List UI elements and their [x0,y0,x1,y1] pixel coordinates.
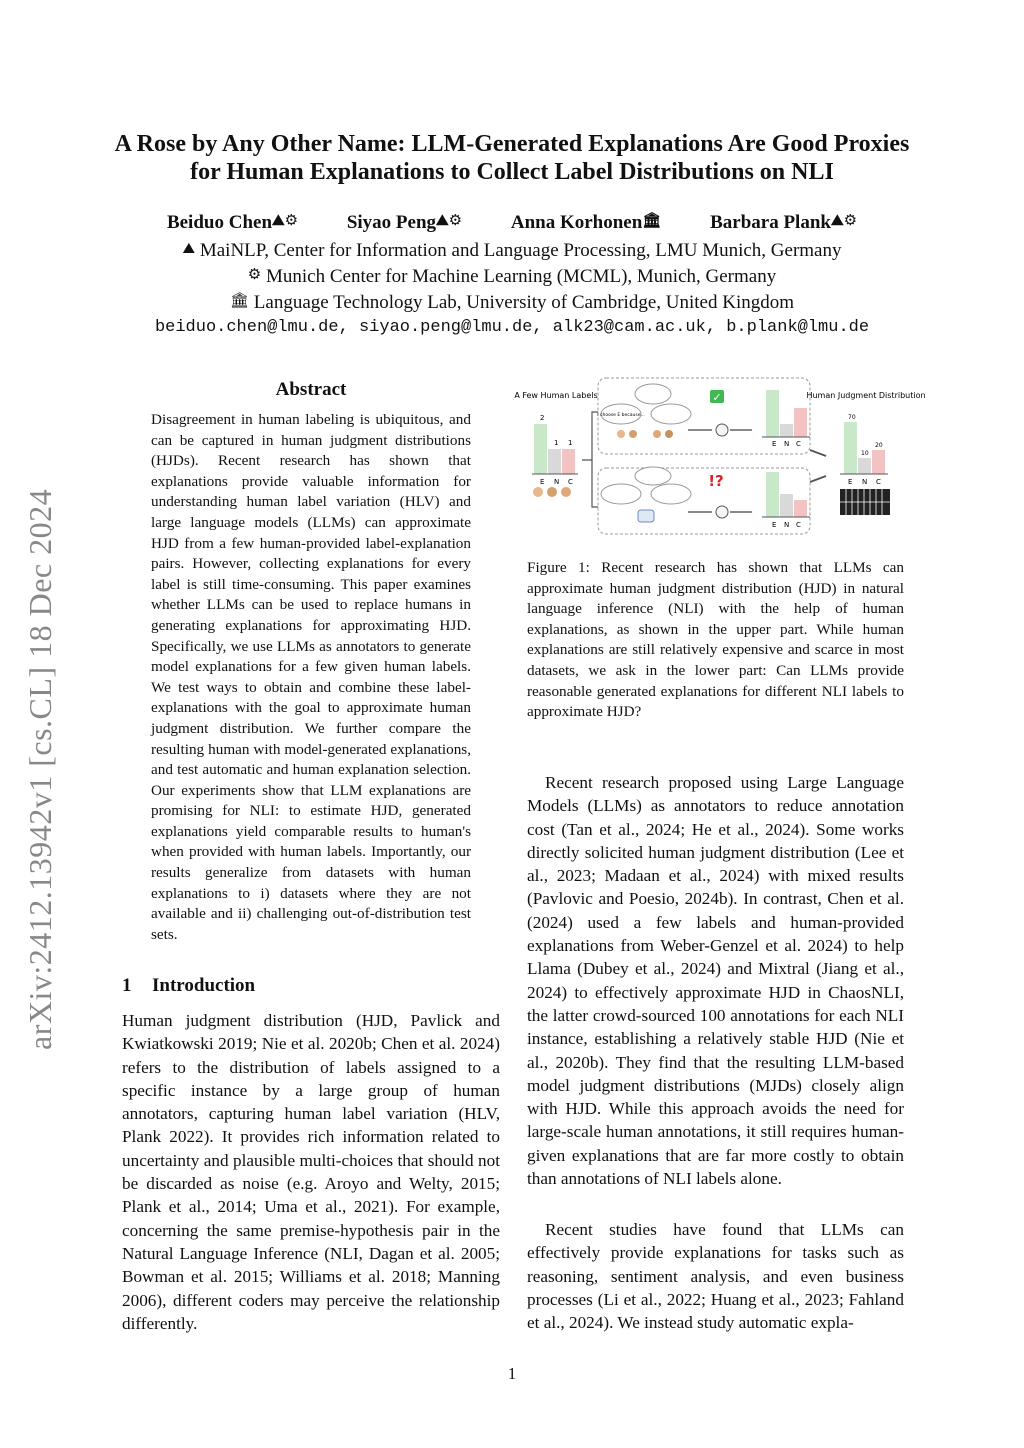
bar [858,458,871,474]
axis-label: C [796,521,801,529]
author-emails: beiduo.chen@lmu.de, siyao.peng@lmu.de, alk23@cam.ac.uk, b.plank@lmu.de [154,318,870,337]
author-list [100,211,924,234]
count-label: 2 [540,414,545,422]
annotator-icon [629,430,637,438]
author: Siyao Peng⛰⚙ [346,211,463,233]
axis-label: C [568,478,573,486]
author: Anna Korhonen🏛 [510,211,662,233]
axis-label: N [784,521,790,529]
bar [766,390,779,437]
bar [794,500,807,517]
axis-label: C [876,478,881,486]
question-mark-icon: !? [708,472,724,490]
abstract-text: Disagreement in human labeling is ubiquitous, and can be captured in human judgment distributions (HJDs). Recent research has shown that explanations provide valuable information for understanding human label variation (HLV) and large language models (LLMs) can approximate HJD from a few human-provided label-explanation pairs. However, collecting explanations for every label is still time-consuming. This paper examines whether LLMs can be used to replace humans in generating explanations for approximating HJD. Specifically, we use LLMs as annotators to generate model explanations for a few given human labels. We test ways to obtain and combine these label-explanations with the goal to approximate human judgment distribution. We further compare the resulting human with model-generated explanations, and test automatic and human explanation selection. Our experiments show that LLM explanations are promising for NLI: to estimate HJD, generated explanations yield comparable results to human's when provided with human labels. Importantly, our results generalize from datasets with human explanations to i) datasets where they are not available and ii) challenging out-of-distribution test sets. [151,411,471,943]
figure-graphic [514,372,926,552]
annotator-icon [547,487,557,497]
figure-1 [514,372,926,552]
mountain-icon: ⛰ [182,239,196,257]
robot-icon: ⚙ [247,265,262,283]
axis-label: E [848,478,853,486]
author: Beiduo Chen⛰⚙ [166,211,299,233]
bar [794,408,807,437]
page-number: 1 [507,1364,517,1383]
axis-label: N [784,440,790,448]
thought-cloud [635,384,671,404]
section-heading: 1 Introduction [122,975,256,996]
figure-caption: Figure 1: Recent research has shown that LLMs can approximate human judgment distribution (HJD) in natural language inference (NLI) with the help of human explanations, as shown in the upper part. While human explanations are still relatively expensive and scarce in most datasets, we ask in the lower part: Can LLMs provide reasonable generated explanations for different NLI labels to approximate HJD? [527,559,904,721]
author: Barbara Plank⛰⚙ [710,211,858,233]
bar [780,424,793,437]
paper-title: A Rose by Any Other Name: LLM-Generated Explanations Are Good Proxies for Human Explanations to Collect Label Distributions on NLI [114,131,910,185]
bar [534,424,547,474]
crowd-icon [840,489,890,515]
body-paragraph: Recent studies have found that LLMs can effectively provide explanations for tasks such as reasoning, sentiment analysis, and even business processes (Li et al., 2022; Huang et al., 2023; Fahland et al., 2024). We instead study automatic expla- [527,1220,904,1333]
bar [844,422,857,474]
affiliation-mark: ⛰⚙ [830,211,858,229]
bar [548,449,561,474]
thought-cloud [601,484,641,504]
thought-cloud [635,467,671,485]
affiliation-line: ⛰ MaiNLP, Center for Information and Language Processing, LMU Munich, Germany [182,239,842,261]
axis-label: E [540,478,545,486]
bar [872,450,885,474]
annotator-icon [617,430,625,438]
intro-paragraph: Human judgment distribution (HJD, Pavlick and Kwiatkowski 2019; Nie et al. 2020b; Chen et al. 2024) refers to the distribution of labels assigned to a specific instance by a large group of human annotators, capturing human label variation (HLV, Plank 2022). It provides rich information related to uncertainty and plausible multi-choices that should not be discarded as noise (e.g. Aroyo and Welty, 2015; Plank et al., 2014; Uma et al., 2021). For example, concerning the same premise-hypothesis pair in the Natural Language Inference (NLI, Dagan et al. 2005; Bowman et al. 2015; Williams et al. 2018; Manning 2006), different coders may perceive the relationship differently. [122,1011,500,1333]
annotator-icon [653,430,661,438]
bar [780,494,793,517]
affiliation-line: ⚙ Munich Center for Machine Learning (MCML), Munich, Germany [247,265,777,287]
count-label: 20 [875,442,883,449]
left-title: A Few Human Labels [514,391,598,400]
axis-label: E [772,521,777,529]
axis-label: N [862,478,868,486]
affiliation-mark: ⛰⚙ [272,211,299,229]
annotator-icon [561,487,571,497]
annotator-icon [533,487,543,497]
svg-text:✓: ✓ [712,391,722,404]
axis-label: N [554,478,560,486]
count-label: 70 [848,414,856,421]
bar [562,449,575,474]
bar [766,472,779,517]
abstract-heading: Abstract [275,379,347,400]
right-title: Human Judgment Distribution [806,391,926,400]
thought-cloud [651,404,691,424]
affiliation-line: 🏛 Language Technology Lab, University of Cambridge, United Kingdom [229,291,795,313]
llm-icon [716,506,728,518]
robot-icon [638,510,654,522]
arxiv-stamp: arXiv:2412.13942v1 [cs.CL] 18 Dec 2024 [22,488,58,1050]
body-paragraph: Recent research proposed using Large Language Models (LLMs) as annotators to reduce annotation cost (Tan et al., 2024; He et al., 2024). Some works directly solicited human judgment distribution (Lee et al., 2023; Madaan et al., 2024) with mixed results (Pavlovic and Poesio, 2024b). In contrast, Chen et al. (2024) used a few labels and human-provided explanations from Weber-Genzel et al. 2024) to help Llama (Dubey et al., 2024) and Mixtral (Jiang et al., 2024) to effectively approximate HJD in ChaosNLI, the latter crowd-sourced 100 annotations for each NLI instance, establishing a relatively stable HJD (Nie et al., 2020b). They find that the resulting LLM-based model judgment distributions (MJDs) closely align with HJD. While this approach avoids the need for large-scale human annotations, it still requires human-given explanations that are far more costly to obtain than annotations of NLI labels alone. [527,773,904,1189]
count-label: 1 [554,439,559,447]
annotator-icon [665,430,673,438]
axis-label: E [772,440,777,448]
cloud-text: I choose E because... [597,413,645,418]
building-icon: 🏛 [229,291,250,309]
axis-label: C [796,440,801,448]
count-label: 1 [568,439,573,447]
affiliation-mark: 🏛 [642,211,662,229]
thought-cloud [651,484,691,504]
llm-icon [716,424,728,436]
count-label: 10 [861,450,869,457]
affiliation-mark: ⛰⚙ [436,211,463,229]
